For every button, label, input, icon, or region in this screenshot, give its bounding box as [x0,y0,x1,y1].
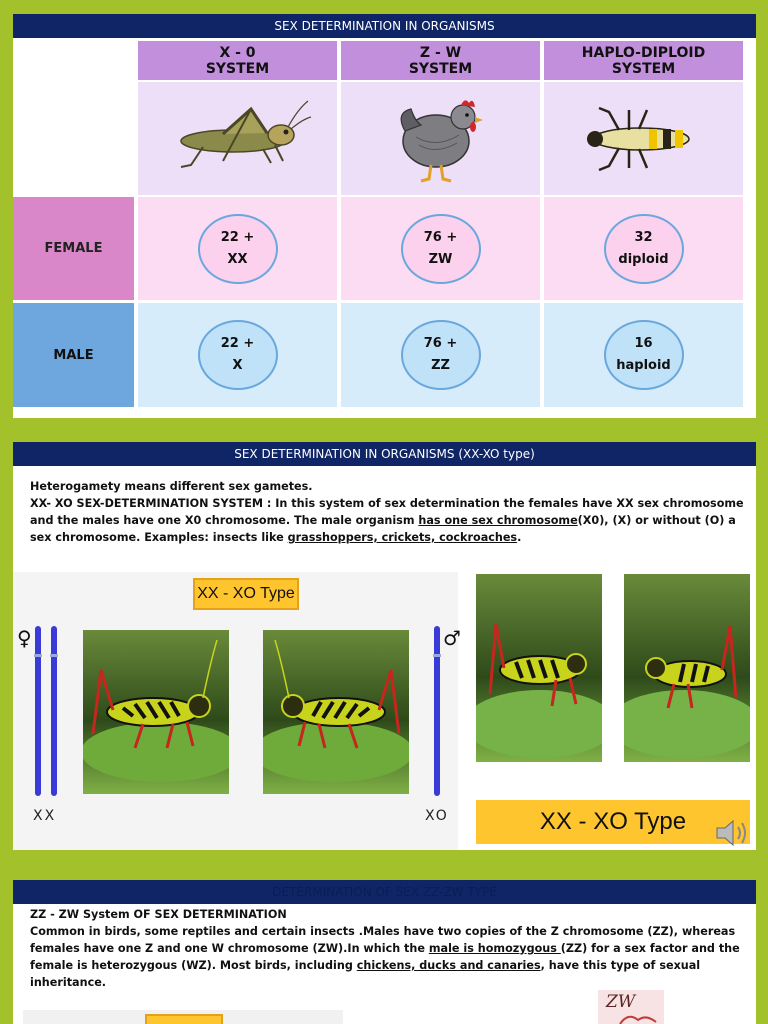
paragraph-text: , have this type of sexual inheritance. [30,959,701,989]
xx-chromosome-icon [31,624,61,799]
xx-xo-diagram [13,572,461,850]
zw-paragraph [30,923,745,991]
xo-chromosome-icon [430,624,444,799]
female-xo-oval [198,214,278,284]
column-header-zw [341,41,540,80]
chicken-icon [391,91,491,186]
underlined-text: male is homozygous [428,942,561,955]
slide-zz-zw-type [13,880,756,1024]
column-header-line: SYSTEM [205,60,270,77]
male-haplo-oval [604,320,684,390]
male-xo-cell [138,303,337,407]
grasshopper-icon [83,630,229,794]
bee-icon [579,104,709,174]
female-chromosome-caption: XX [33,808,57,824]
oval-chromosome: XX [227,251,248,267]
paragraph-text: (ZZ) for a sex factor and the female is heterozygous (WZ). Most birds, including [30,942,740,972]
male-grasshopper-photo [263,630,409,794]
female-grasshopper-photo [83,630,229,794]
zw-sketch [598,990,664,1024]
oval-chromosome: X [232,358,243,373]
slide-xx-xo-type [13,442,756,850]
bird-sketch-icon [618,1012,658,1024]
oval-chromosome: ZZ [431,358,450,373]
female-haplo-cell [544,197,743,300]
male-zw-cell [341,303,540,407]
male-zw-oval [401,320,481,390]
oval-number: 76 + [423,229,458,245]
male-symbol: ♂ [443,626,461,650]
oval-number: 22 + [220,229,255,245]
grasshopper-image-cell [138,82,337,195]
oval-chromosome: haploid [616,358,671,373]
male-grasshopper-closeup [624,574,750,762]
oval-number: 22 + [220,336,255,351]
column-header-line: SYSTEM [611,60,676,77]
slide-title: DETERMINATION OF SEX ZZ-ZW TYPE [13,880,756,904]
definition-line: Heterogamety means different sex gametes. [30,480,313,493]
grasshopper-icon [263,630,409,794]
female-row-label: FEMALE [13,197,134,300]
female-grasshopper-closeup [476,574,602,762]
female-zw-oval [401,214,481,284]
male-row-label: MALE [13,303,134,407]
speaker-icon[interactable] [715,818,751,848]
oval-chromosome: diploid [618,251,669,267]
underlined-text: chickens, ducks and canaries [356,959,541,972]
oval-number: 76 + [423,336,458,351]
male-haplo-cell [544,303,743,407]
zw-sketch-label: ZW [606,992,636,1012]
slide-title: SEX DETERMINATION IN ORGANISMS (XX-XO type) [13,442,756,466]
female-haplo-oval [604,214,684,284]
column-header-line: HAPLO-DIPLOID [581,44,706,61]
paragraph-text: (X0), (X) or without (O) a sex chromosome. Examples: insects like [30,514,736,544]
paragraph-text: . [517,531,522,544]
chicken-image-cell [341,82,540,195]
grasshopper-icon [163,99,313,179]
female-zw-cell [341,197,540,300]
male-xo-oval [198,320,278,390]
grasshopper-icon [624,574,750,762]
zw-heading: ZZ - ZW System OF SEX DETERMINATION [30,908,287,921]
underlined-text: grasshoppers, crickets, cockroaches [287,531,518,544]
zw-diagram-panel [23,1010,343,1024]
oval-number: 32 [634,229,653,245]
xx-xo-banner: XX - XO Type [476,800,750,844]
paragraph-text: XX- XO SEX-DETERMINATION SYSTEM : In this system of sex determination the females have XX sex chromosome and the males have one X0 chromosome. The male organism [30,497,744,527]
column-header-haplo-diploid [544,41,743,80]
column-header-line: SYSTEM [408,60,473,77]
xx-xo-paragraph [30,495,745,546]
female-xo-cell [138,197,337,300]
oval-chromosome: ZW [428,251,453,267]
zw-diagram-label [145,1014,223,1024]
underlined-text: has one sex chromosome [418,514,578,527]
slide-title: SEX DETERMINATION IN ORGANISMS [13,14,756,38]
column-header-xo [138,41,337,80]
column-header-line: Z - W [419,44,462,61]
paragraph-text: Common in birds, some reptiles and certain insects .Males have two copies of the Z chromosome (ZZ), whereas females have one Z and one W chromosome (ZW).In which the [30,925,736,955]
male-chromosome-caption: XO [425,808,449,824]
bee-image-cell [544,82,743,195]
slide-sex-determination-table [13,14,756,418]
grasshopper-icon [476,574,602,762]
column-header-line: X - 0 [219,44,256,61]
oval-number: 16 [634,336,653,351]
female-symbol: ♀ [17,626,32,650]
diagram-type-label: XX - XO Type [193,578,299,610]
